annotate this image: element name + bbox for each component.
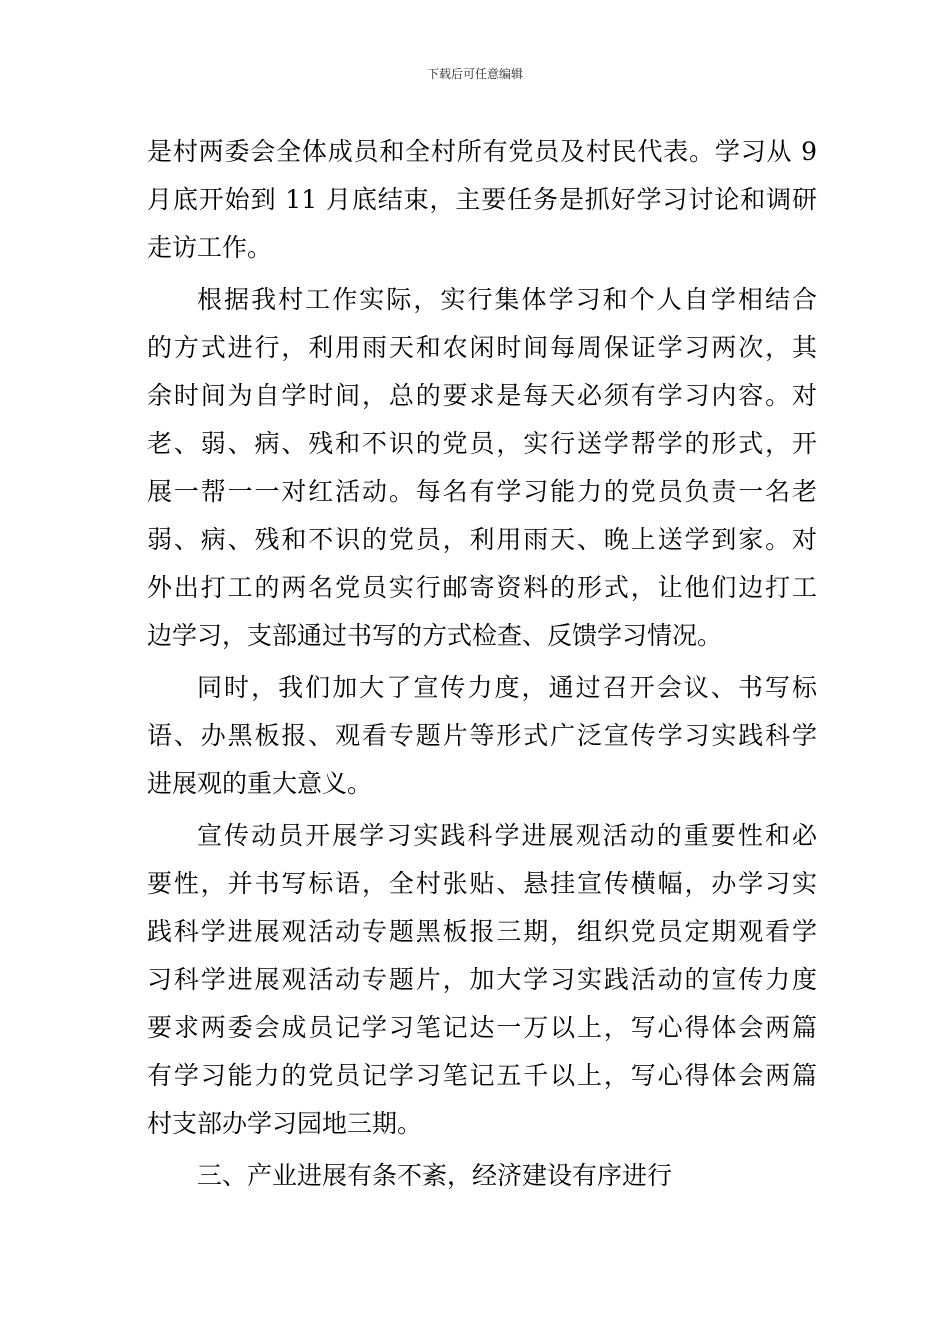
text-line: 走访工作。 — [147, 233, 273, 262]
paragraph-2 — [147, 276, 817, 660]
text-line: 外出打工的两名党员实行邮寄资料的形式，让他们边打工 — [147, 573, 817, 602]
section-heading-text: 三、产业进展有条不紊，经济建设有序进行 — [197, 1161, 673, 1190]
text-line: 要求两委会成员记学习笔记达一万以上，写心得体会两篇 — [147, 1013, 817, 1042]
text-line: 的方式进行，利用雨天和农闲时间每周保证学习两次，其 — [147, 333, 817, 362]
text-line: 村支部办学习园地三期。 — [147, 1109, 423, 1138]
section-heading — [147, 1152, 817, 1200]
text-line: 月底开始到 11 月底结束，主要任务是抓好学习讨论和调研 — [147, 185, 817, 214]
page-header: 下载后可任意编辑 — [426, 67, 523, 81]
text-line: 同时，我们加大了宣传力度，通过召开会议、书写标 — [197, 673, 817, 702]
text-line: 要性，并书写标语，全村张贴、悬挂宣传横幅，办学习实 — [147, 869, 817, 898]
document-body — [147, 128, 817, 1200]
text-line: 根据我村工作实际，实行集体学习和个人自学相结合 — [197, 285, 817, 314]
paragraph-1 — [147, 128, 817, 272]
text-line: 有学习能力的党员记学习笔记五千以上，写心得体会两篇 — [147, 1061, 817, 1090]
text-line: 展一帮一一对红活动。每名有学习能力的党员负责一名老 — [147, 477, 817, 506]
text-line: 语、办黑板报、观看专题片等形式广泛宣传学习实践科学 — [147, 721, 817, 750]
paragraph-4 — [147, 812, 817, 1148]
paragraph-3 — [147, 664, 817, 808]
text-line: 边学习，支部通过书写的方式检查、反馈学习情况。 — [147, 621, 723, 650]
text-line: 是村两委会全体成员和全村所有党员及村民代表。学习从 9 — [147, 137, 817, 166]
text-line: 习科学进展观活动专题片，加大学习实践活动的宣传力度 — [147, 965, 817, 994]
text-line: 弱、病、残和不识的党员，利用雨天、晚上送学到家。对 — [147, 525, 817, 554]
text-line: 践科学进展观活动专题黑板报三期，组织党员定期观看学 — [147, 917, 817, 946]
text-line: 宣传动员开展学习实践科学进展观活动的重要性和必 — [197, 821, 817, 850]
text-line: 老、弱、病、残和不识的党员，实行送学帮学的形式，开 — [147, 429, 817, 458]
text-line: 余时间为自学时间，总的要求是每天必须有学习内容。对 — [147, 381, 817, 410]
text-line: 进展观的重大意义。 — [147, 769, 373, 798]
